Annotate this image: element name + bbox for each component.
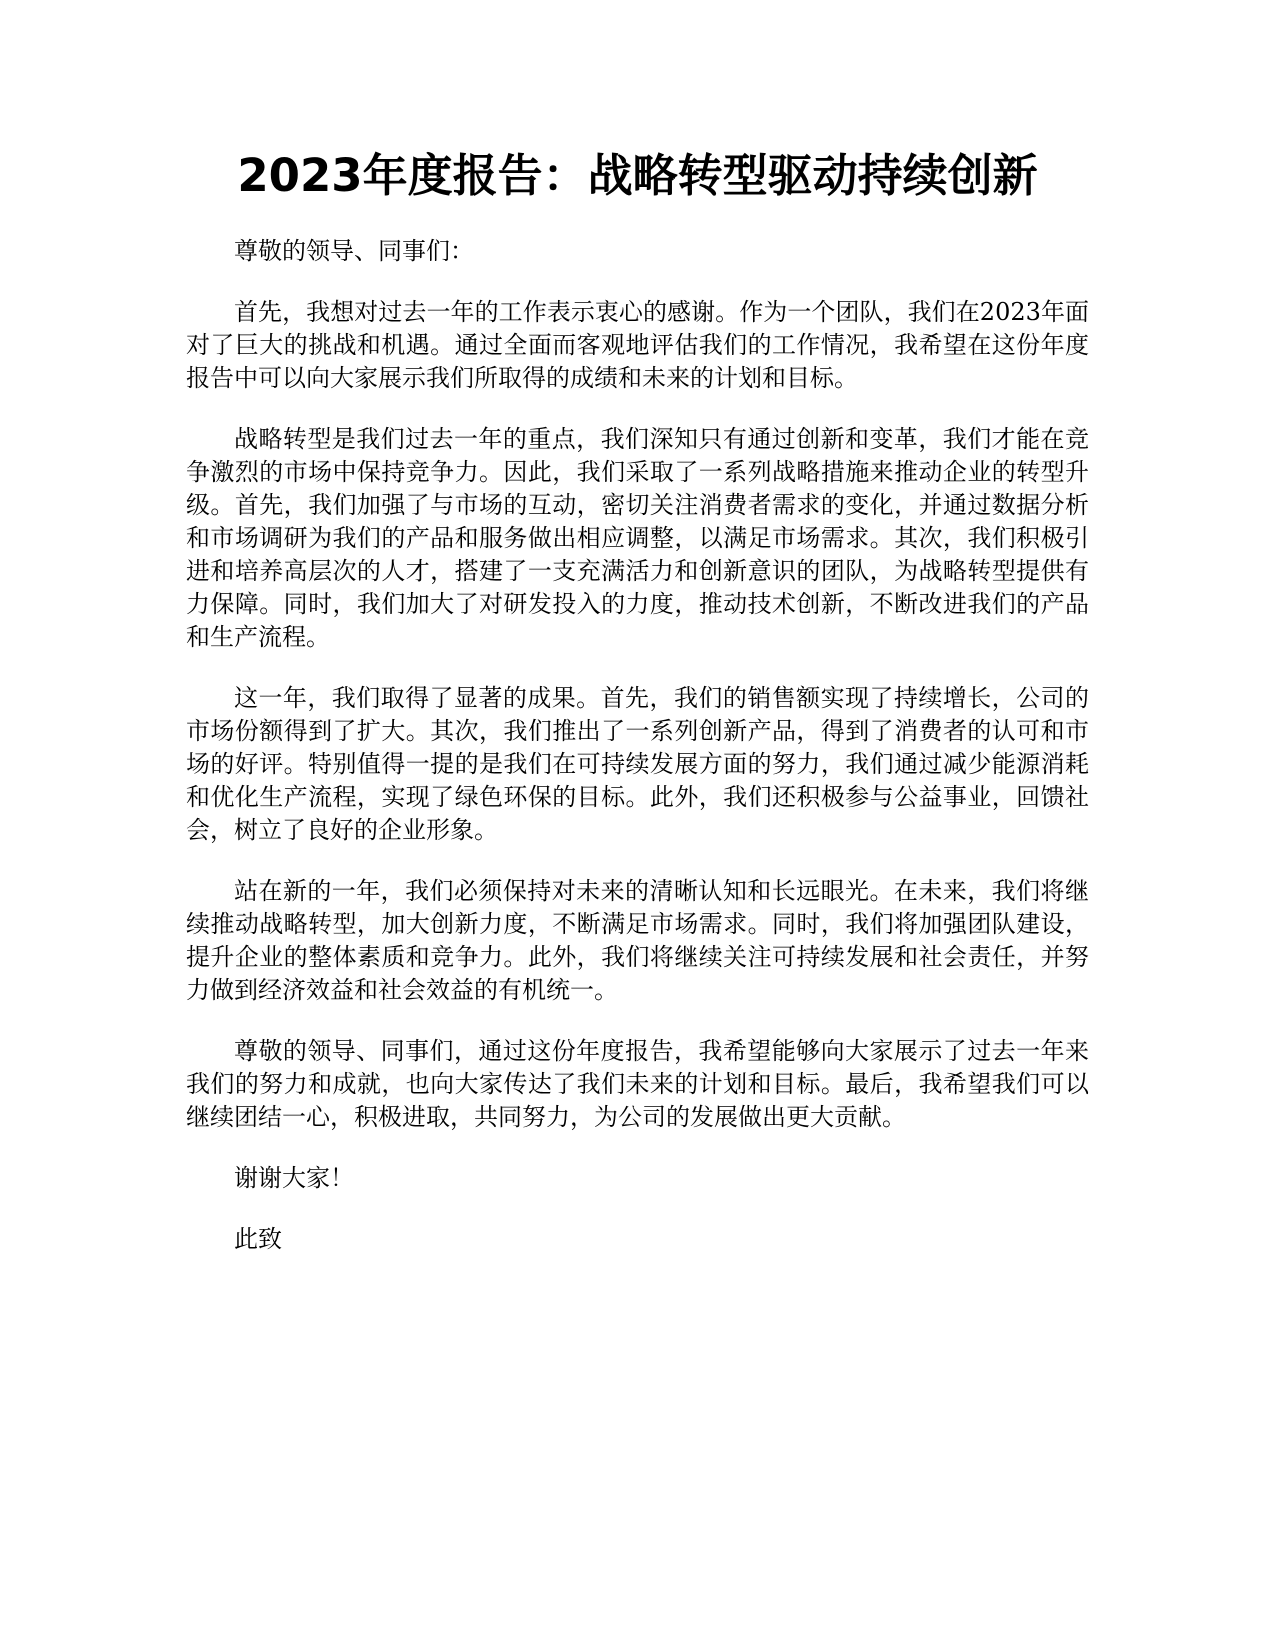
paragraph-strategy: 战略转型是我们过去一年的重点，我们深知只有通过创新和变革，我们才能在竞争激烈的市场中保持竞争力。因此，我们采取了一系列战略措施来推动企业的转型升级。首先，我们加强了与市场的互动，密切关注消费者需求的变化，并通过数据分析和市场调研为我们的产品和服务做出相应调整，以满足市场需求。其次，我们积极引进和培养高层次的人才，搭建了一支充满活力和创新意识的团队，为战略转型提供有力保障。同时，我们加大了对研发投入的力度，推动技术创新，不断改进我们的产品和生产流程。 bbox=[186, 425, 1089, 651]
paragraph-future: 站在新的一年，我们必须保持对未来的清晰认知和长远眼光。在未来，我们将继续推动战略转型，加大创新力度，不断满足市场需求。同时，我们将加强团队建设，提升企业的整体素质和竞争力。此外，我们将继续关注可持续发展和社会责任，并努力做到经济效益和社会效益的有机统一。 bbox=[186, 877, 1089, 1004]
paragraph-intro: 首先，我想对过去一年的工作表示衷心的感谢。作为一个团队，我们在2023年面对了巨大的挑战和机遇。通过全面而客观地评估我们的工作情况，我希望在这份年度报告中可以向大家展示我们所取得的成绩和未来的计划和目标。 bbox=[186, 298, 1089, 392]
document-body bbox=[186, 235, 1089, 1284]
document-title: 2023年度报告：战略转型驱动持续创新 bbox=[237, 149, 1038, 202]
paragraph-thanks: 谢谢大家！ bbox=[234, 1164, 354, 1192]
paragraph-conclusion: 尊敬的领导、同事们，通过这份年度报告，我希望能够向大家展示了过去一年来我们的努力和成就，也向大家传达了我们未来的计划和目标。最后，我希望我们可以继续团结一心，积极进取，共同努力，为公司的发展做出更大贡献。 bbox=[186, 1037, 1089, 1131]
paragraph-closing: 此致 bbox=[234, 1225, 282, 1253]
paragraph-achievements: 这一年，我们取得了显著的成果。首先，我们的销售额实现了持续增长，公司的市场份额得到了扩大。其次，我们推出了一系列创新产品，得到了消费者的认可和市场的好评。特别值得一提的是我们在可持续发展方面的努力，我们通过减少能源消耗和优化生产流程，实现了绿色环保的目标。此外，我们还积极参与公益事业，回馈社会，树立了良好的企业形象。 bbox=[186, 684, 1089, 844]
paragraph-salutation: 尊敬的领导、同事们： bbox=[234, 237, 474, 265]
